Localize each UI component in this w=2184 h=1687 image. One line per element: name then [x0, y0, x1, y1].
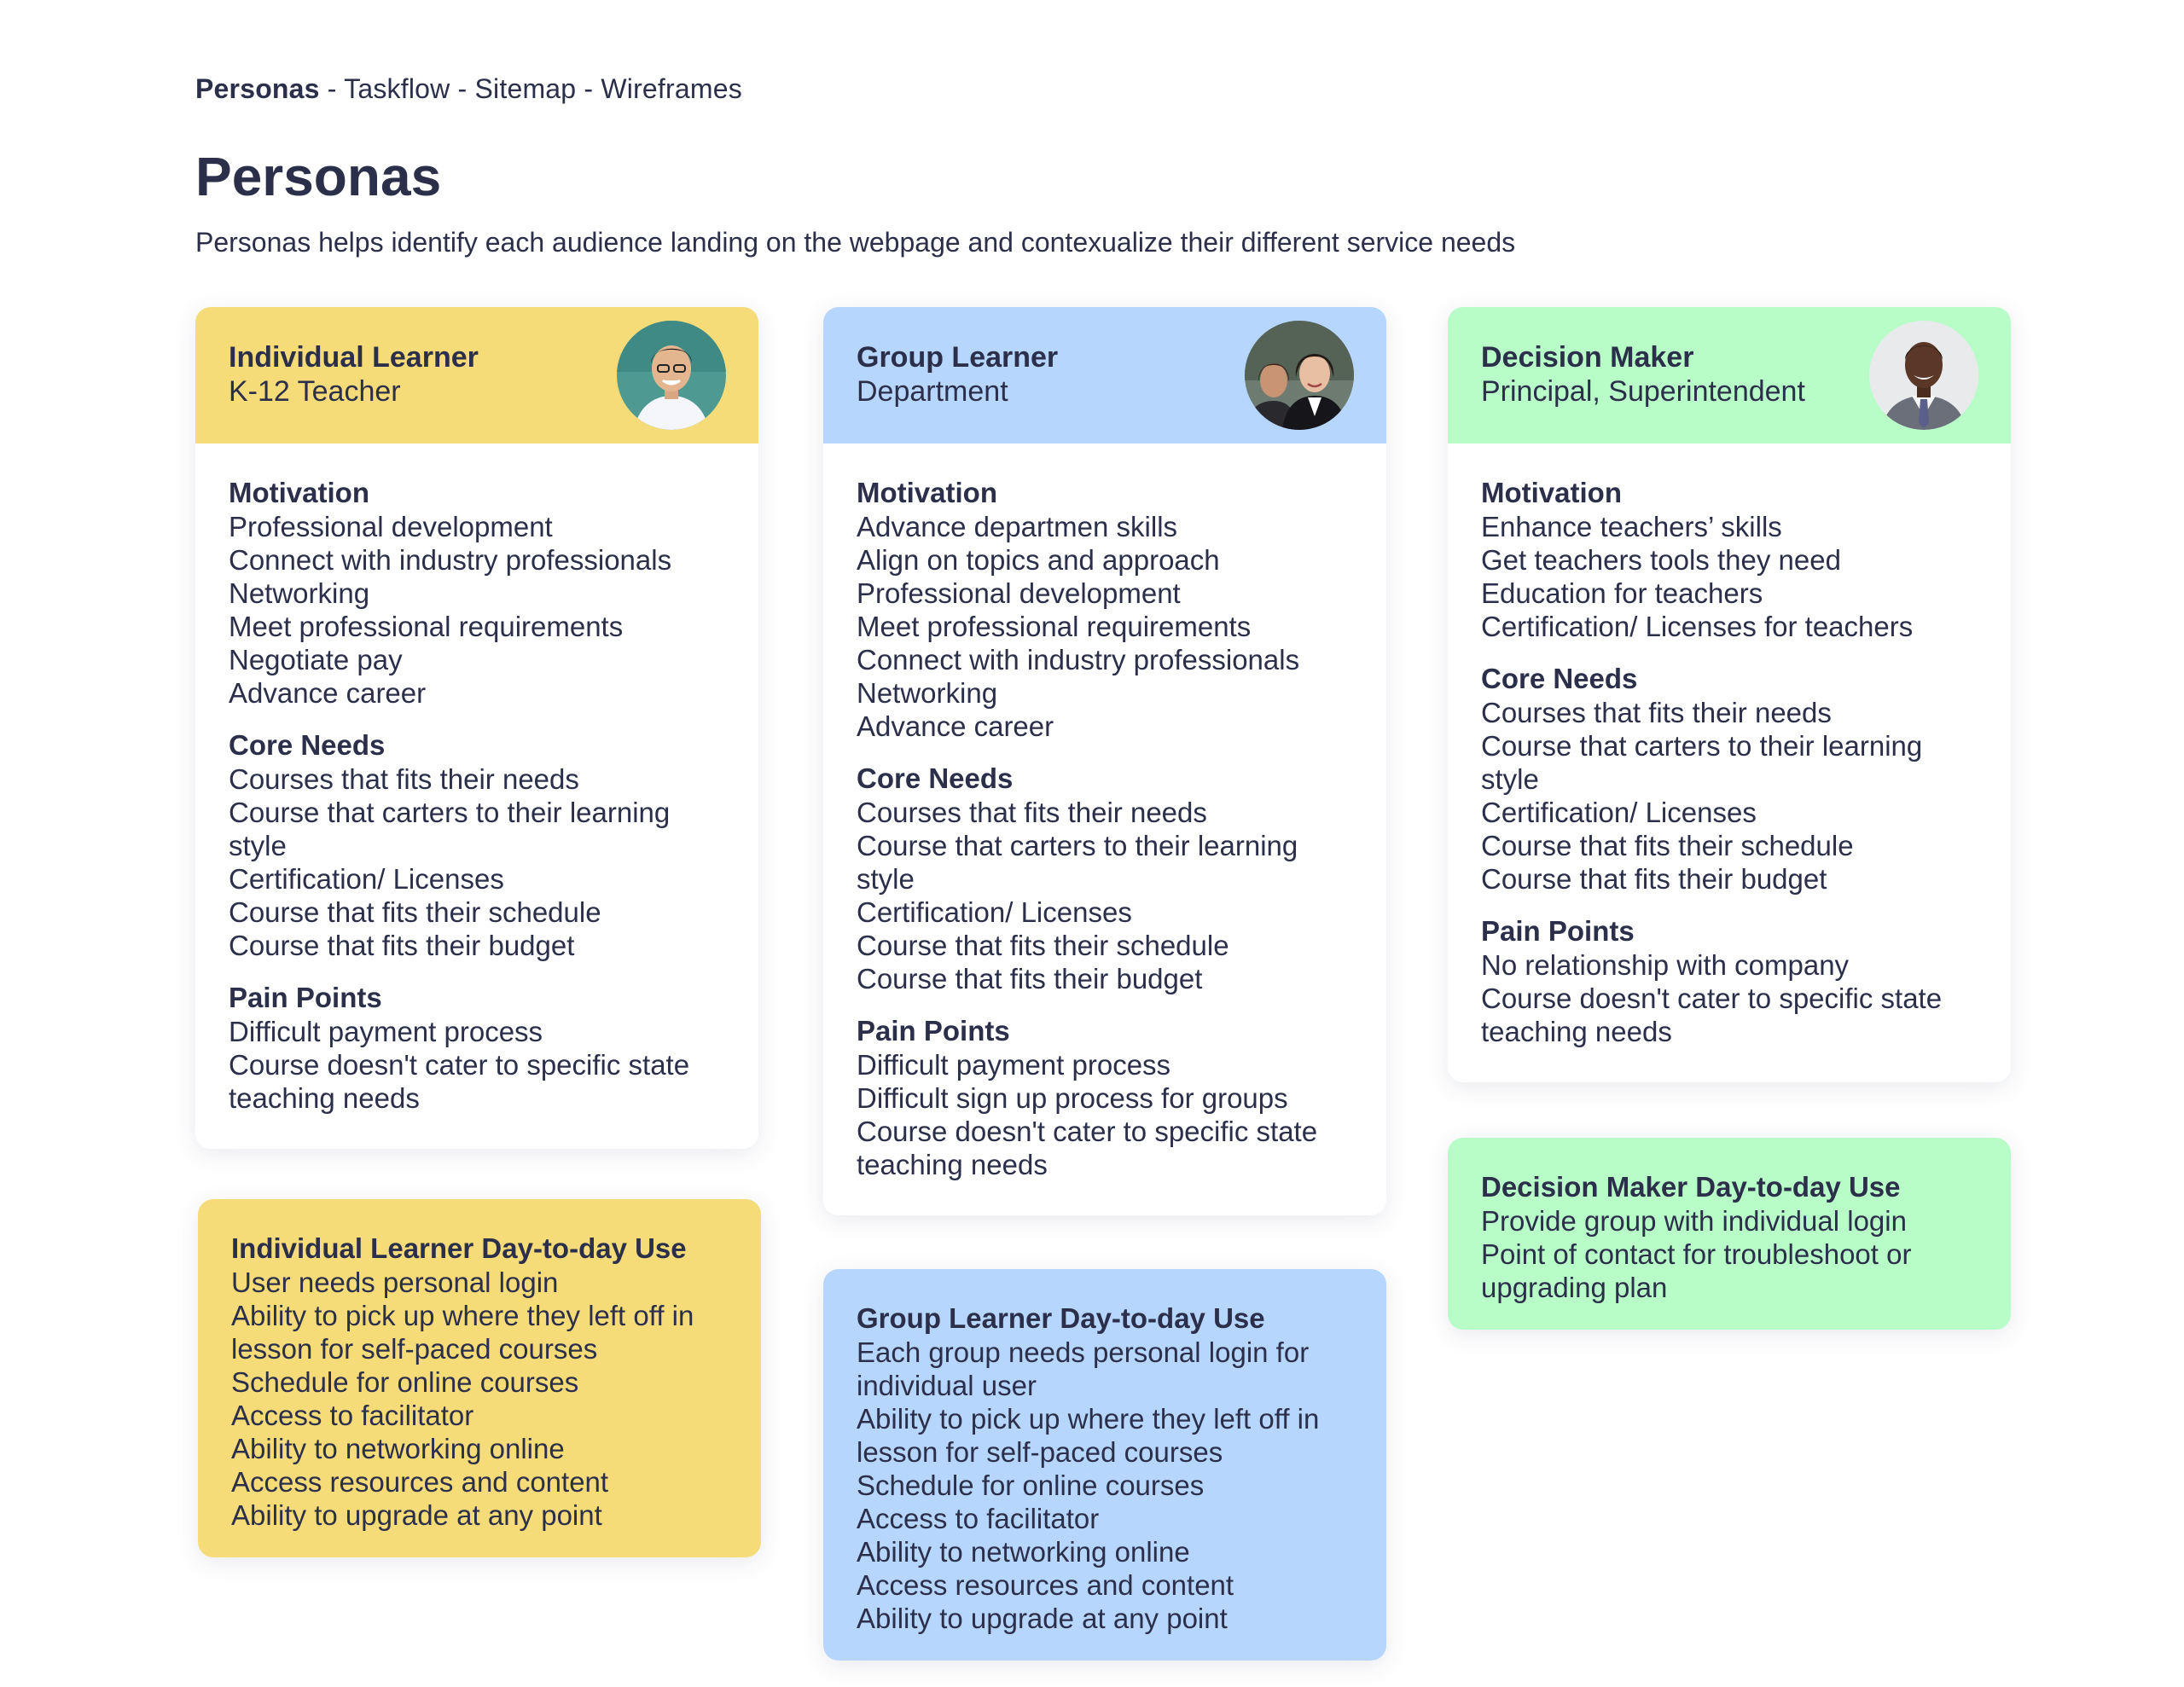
list-item: Difficult sign up process for groups	[857, 1082, 1288, 1114]
pain-points-section	[857, 1014, 1353, 1181]
list-item: Access to facilitator	[857, 1503, 1100, 1534]
list-item: Education for teachers	[1481, 577, 1763, 609]
list-item: style	[857, 863, 915, 895]
list-item: Get teachers tools they need	[1481, 544, 1841, 576]
list-item: teaching needs	[229, 1082, 420, 1114]
list-item: lesson for self-paced courses	[231, 1333, 598, 1365]
list-item: Networking	[229, 577, 370, 609]
persona-card-body	[195, 443, 758, 1149]
section-title: Pain Points	[857, 1015, 1010, 1046]
section-title: Pain Points	[229, 982, 382, 1013]
section-title: Pain Points	[1481, 915, 1635, 947]
list-item: lesson for self-paced courses	[857, 1436, 1223, 1468]
breadcrumb-taskflow[interactable]: Taskflow	[344, 73, 450, 104]
persona-card-body	[1448, 443, 2011, 1082]
section-title: Core Needs	[229, 729, 386, 761]
list-item: Ability to upgrade at any point	[857, 1603, 1228, 1634]
pain-points-section	[229, 981, 725, 1115]
list-item: Connect with industry professionals	[857, 644, 1300, 675]
list-item: Course that carters to their learning	[229, 797, 671, 828]
list-item: Schedule for online courses	[231, 1366, 579, 1398]
page-subtitle: Personas helps identify each audience landing on the webpage and contexualize their different service needs	[195, 227, 1516, 258]
section-title: Core Needs	[857, 762, 1014, 794]
persona-card-header	[823, 307, 1386, 443]
persona-card-header	[1448, 307, 2011, 443]
list-item: Difficult payment process	[229, 1016, 543, 1047]
list-item: Course that fits their budget	[229, 930, 575, 961]
breadcrumb-wireframes[interactable]: Wireframes	[601, 73, 742, 104]
list-item: style	[1481, 763, 1539, 795]
section-title: Motivation	[857, 477, 997, 508]
list-item: Ability to networking online	[231, 1433, 565, 1464]
list-item: Align on topics and approach	[857, 544, 1220, 576]
list-item: Certification/ Licenses	[857, 896, 1132, 928]
list-item: Access to facilitator	[231, 1400, 474, 1431]
list-item: Connect with industry professionals	[229, 544, 672, 576]
list-item: Access resources and content	[857, 1569, 1234, 1601]
day-to-day-card-decision-maker	[1448, 1138, 2011, 1330]
pain-points-section	[1481, 914, 1978, 1048]
list-item: Professional development	[857, 577, 1181, 609]
list-item: teaching needs	[857, 1149, 1048, 1180]
day-to-day-title: Group Learner Day-to-day Use	[857, 1302, 1265, 1334]
list-item: style	[229, 830, 287, 861]
persona-title: Group Learner	[857, 341, 1059, 374]
list-item: Certification/ Licenses	[229, 863, 504, 895]
persona-title: Individual Learner	[229, 341, 479, 374]
persona-subtitle: K-12 Teacher	[229, 375, 401, 408]
list-item: Courses that fits their needs	[857, 797, 1207, 828]
list-item: Schedule for online courses	[857, 1470, 1205, 1501]
day-to-day-title: Individual Learner Day-to-day Use	[231, 1232, 687, 1264]
list-item: Ability to networking online	[857, 1536, 1190, 1568]
list-item: Ability to upgrade at any point	[231, 1499, 602, 1531]
list-item: upgrading plan	[1481, 1272, 1668, 1303]
persona-subtitle: Principal, Superintendent	[1481, 375, 1805, 408]
core-needs-section	[857, 762, 1353, 995]
persona-card-body	[823, 443, 1386, 1215]
list-item: User needs personal login	[231, 1267, 559, 1298]
breadcrumb-sitemap[interactable]: Sitemap	[474, 73, 577, 104]
persona-title: Decision Maker	[1481, 341, 1694, 374]
motivation-section	[857, 476, 1353, 743]
list-item: Each group needs personal login for	[857, 1336, 1310, 1368]
section-title: Core Needs	[1481, 663, 1638, 694]
list-item: teaching needs	[1481, 1016, 1672, 1047]
motivation-section	[229, 476, 725, 710]
list-item: Course that fits their schedule	[229, 896, 601, 928]
motivation-section	[1481, 476, 1978, 643]
day-to-day-card-group-learner	[823, 1269, 1386, 1661]
list-item: No relationship with company	[1481, 949, 1850, 981]
persona-card-header	[195, 307, 758, 443]
day-to-day-title: Decision Maker Day-to-day Use	[1481, 1171, 1901, 1203]
list-item: Ability to pick up where they left off in	[857, 1403, 1320, 1435]
list-item: Course that fits their budget	[857, 963, 1203, 994]
day-to-day-card-individual-learner	[198, 1199, 761, 1557]
list-item: Advance departmen skills	[857, 511, 1178, 542]
list-item: individual user	[857, 1370, 1037, 1401]
list-item: Access resources and content	[231, 1466, 609, 1498]
persona-card-individual-learner	[195, 307, 758, 1149]
list-item: Course doesn't cater to specific state	[229, 1049, 690, 1081]
persona-card-group-learner	[823, 307, 1386, 1215]
list-item: Courses that fits their needs	[229, 763, 579, 795]
list-item: Ability to pick up where they left off in	[231, 1300, 694, 1331]
businessman-avatar-icon	[1869, 321, 1978, 430]
core-needs-section	[229, 728, 725, 962]
list-item: Point of contact for troubleshoot or	[1481, 1238, 1912, 1270]
list-item: Negotiate pay	[229, 644, 403, 675]
list-item: Certification/ Licenses for teachers	[1481, 611, 1914, 642]
list-item: Difficult payment process	[857, 1049, 1171, 1081]
list-item: Meet professional requirements	[857, 611, 1252, 642]
list-item: Course doesn't cater to specific state	[1481, 983, 1943, 1014]
breadcrumb	[195, 73, 742, 105]
persona-card-decision-maker	[1448, 307, 2011, 1082]
list-item: Meet professional requirements	[229, 611, 624, 642]
section-title: Motivation	[229, 477, 369, 508]
list-item: Course that fits their budget	[1481, 863, 1827, 895]
list-item: Course that fits their schedule	[857, 930, 1229, 961]
breadcrumb-personas[interactable]: Personas	[195, 73, 320, 104]
women-group-avatar-icon	[1245, 321, 1354, 430]
list-item: Course that carters to their learning	[857, 830, 1298, 861]
list-item: Courses that fits their needs	[1481, 697, 1832, 728]
breadcrumb-separator: -	[576, 73, 601, 104]
core-needs-section	[1481, 662, 1978, 896]
persona-subtitle: Department	[857, 375, 1008, 408]
list-item: Certification/ Licenses	[1481, 797, 1757, 828]
list-item: Networking	[857, 677, 998, 709]
man-portrait-avatar-icon	[617, 321, 726, 430]
list-item: Course that carters to their learning	[1481, 730, 1923, 762]
list-item: Course doesn't cater to specific state	[857, 1116, 1318, 1147]
list-item: Advance career	[857, 710, 1054, 742]
list-item: Course that fits their schedule	[1481, 830, 1854, 861]
page-title: Personas	[195, 146, 442, 207]
list-item: Enhance teachers’ skills	[1481, 511, 1782, 542]
list-item: Advance career	[229, 677, 427, 709]
list-item: Professional development	[229, 511, 553, 542]
breadcrumb-separator: -	[319, 73, 345, 104]
breadcrumb-separator: -	[450, 73, 475, 104]
section-title: Motivation	[1481, 477, 1622, 508]
list-item: Provide group with individual login	[1481, 1205, 1907, 1237]
